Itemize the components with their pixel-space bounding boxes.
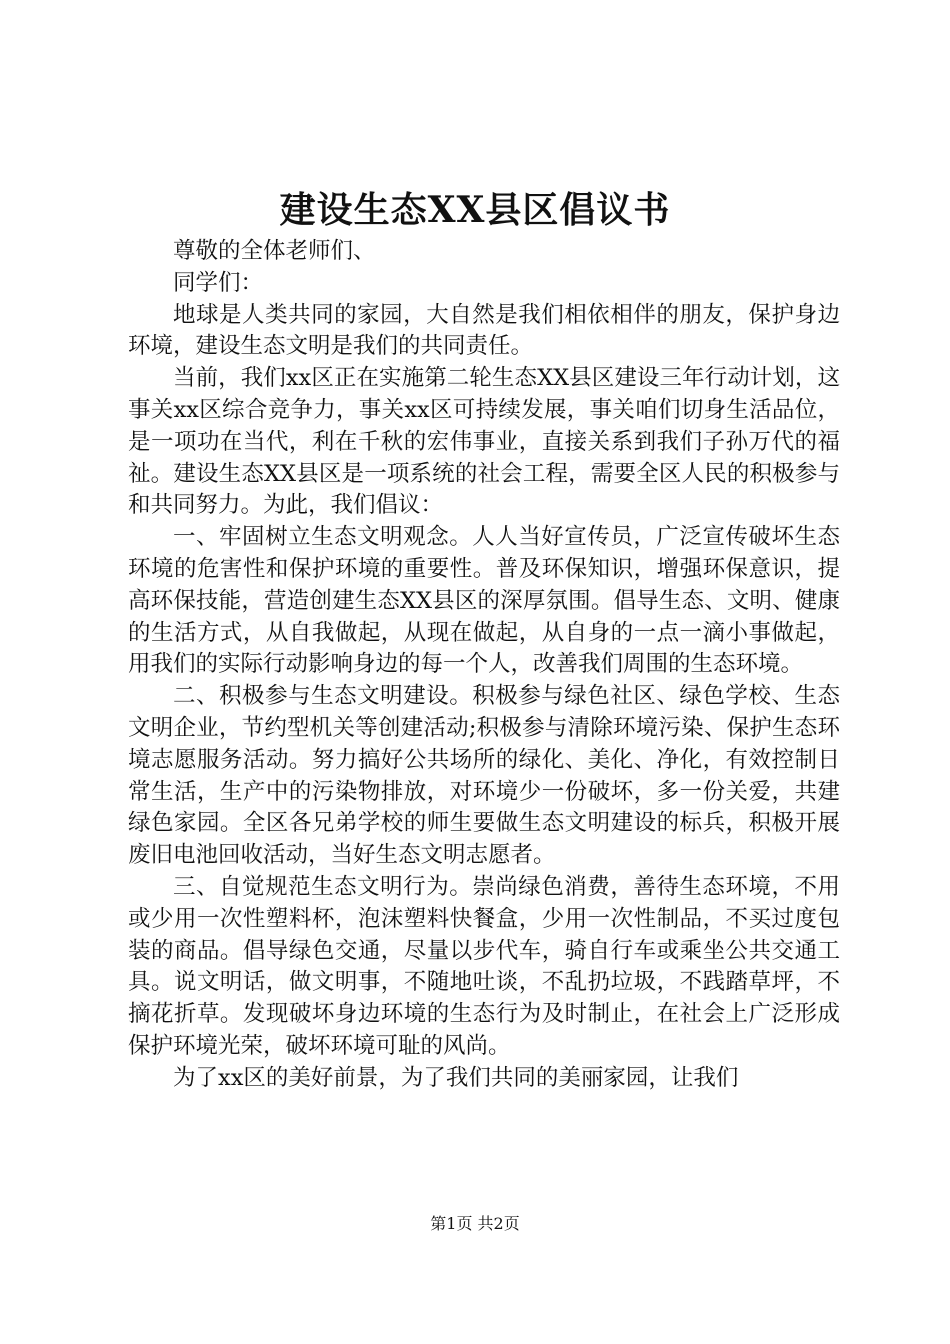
paragraph-current-situation: 当前，我们xx区正在实施第二轮生态XX县区建设三年行动计划，这事关xx区综合竞争力，事关xx区可持续发展，事关咱们切身生活品位，是一项功在当代，利在千秋的宏伟事业，直接关系到我们子孙万代的福祉。建设生态XX县区是一项系统的社会工程，需要全区人民的积极参与和共同努力。为此，我们倡议： <box>128 365 840 519</box>
salutation-line-2: 同学们： <box>173 269 264 296</box>
paragraph-point-three: 三、自觉规范生态文明行为。崇尚绿色消费，善待生态环境，不用或少用一次性塑料杯，泡沫塑料快餐盒，少用一次性制品，不买过度包装的商品。倡导绿色交通，尽量以步代车，骑自行车或乘坐公共交通工具。说文明话，做文明事，不随地吐谈，不乱扔垃圾，不践踏草坪，不摘花折草。发现破坏身边环境的生态行为及时制止，在社会上广泛形成保护环境光荣，破坏环境可耻的风尚。 <box>128 873 840 1059</box>
document-title: 建设生态XX县区倡议书 <box>279 189 671 231</box>
document-body <box>128 236 840 1095</box>
salutation-line-1: 尊敬的全体老师们、 <box>173 238 376 264</box>
paragraph-point-two: 二、积极参与生态文明建设。积极参与绿色社区、绿色学校、生态文明企业，节约型机关等创建活动;积极参与清除环境污染、保护生态环境志愿服务活动。努力搞好公共场所的绿化、美化、净化，有效控制日常生活，生产中的污染物排放，对环境少一份破坏，多一份关爱，共建绿色家园。全区各兄弟学校的师生要做生态文明建设的标兵，积极开展废旧电池回收活动，当好生态文明志愿者。 <box>128 683 840 869</box>
paragraph-intro: 地球是人类共同的家园，大自然是我们相依相伴的朋友，保护身边环境，建设生态文明是我们的共同责任。 <box>128 301 840 360</box>
paragraph-closing: 为了xx区的美好前景，为了我们共同的美丽家园，让我们 <box>173 1064 739 1091</box>
paragraph-point-one: 一、牢固树立生态文明观念。人人当好宣传员，广泛宣传破坏生态环境的危害性和保护环境的重要性。普及环保知识，增强环保意识，提高环保技能，营造创建生态XX县区的深厚氛围。倡导生态、文明、健康的生活方式，从自我做起，从现在做起，从自身的一点一滴小事做起，用我们的实际行动影响身边的每一个人，改善我们周围的生态环境。 <box>128 524 840 678</box>
page-footer: 第1页 共2页 <box>430 1214 520 1233</box>
